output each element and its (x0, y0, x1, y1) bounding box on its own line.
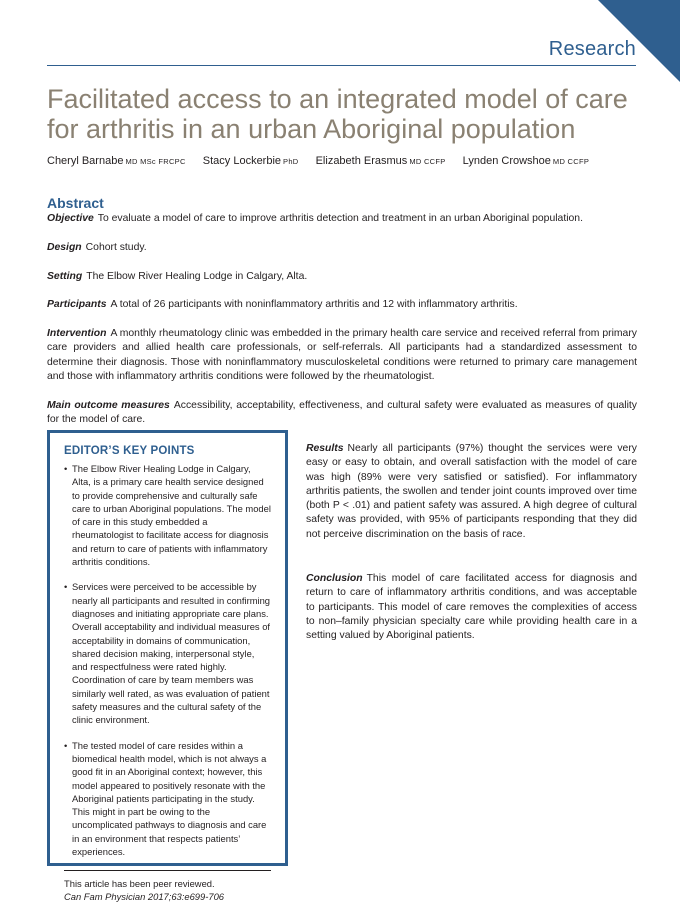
author (47, 155, 186, 167)
participants-label: Participants (47, 299, 107, 310)
abstract-results (306, 442, 637, 542)
objective-label: Objective (47, 213, 94, 224)
key-point-item (64, 580, 271, 726)
author-name: Cheryl Barnabe (47, 155, 124, 167)
key-point-text: Services were perceived to be accessible by nearly all participants and resulted in confirming diagnoses and initiating appropriate care plans. Overall acceptability and individual measures of acceptability in domains of communication, shared decision making, interpersonal style, and respectfulness were rated highly. Coordination of care by team members was similarly well rated, as was evaluation of patient safety measures and the cultural safety of the clinic environment. (72, 581, 271, 726)
journal-citation: Can Fam Physician 2017;63:e699-706 (64, 891, 224, 903)
author-name: Lynden Crowshoe (462, 155, 551, 167)
design-text: Cohort study. (85, 242, 147, 253)
key-point-text: The tested model of care resides within a biomedical health model, which is not always a good fit in an Aboriginal context; however, this model appeared to positively resonate with the Aboriginal patients participating in the study. This might in part be owing to the uncomplicated pathways to diagnosis and care in an environment that respects patients’ experiences. (72, 739, 267, 858)
author-name: Stacy Lockerbie (202, 155, 282, 167)
abstract-main-outcome (47, 399, 637, 428)
author-list (47, 155, 647, 167)
abstract-setting (47, 270, 637, 284)
intervention-label: Intervention (47, 328, 107, 339)
setting-text: The Elbow River Healing Lodge in Calgary, Alta. (86, 271, 308, 282)
key-point-item (64, 739, 271, 859)
abstract-intervention (47, 327, 637, 384)
objective-text: To evaluate a model of care to improve arthritis detection and treatment in an urban Aboriginal population. (97, 213, 583, 224)
peer-review-note: This article has been peer reviewed. (64, 878, 215, 890)
author-credentials: MD CCFP (552, 157, 590, 166)
author-credentials: PhD (283, 157, 299, 166)
key-point-text: The Elbow River Healing Lodge in Calgary, Alta, is a primary care health service designed to provide comprehensive and culturally safe care to urban Aboriginal populations. The model of care in this study embedded a rheumatologist to facilitate access for diagnosis and return to care of patients with inflammatory arthritis conditions. (72, 463, 271, 568)
author-credentials: MD MSc FRCPC (125, 157, 186, 166)
main-outcome-text: Accessibility, acceptability, effectiveness, and cultural safety were evaluated as measures of quality for the model of care. (47, 400, 638, 426)
author (316, 155, 446, 167)
article-title: Facilitated access to an integrated model of care for arthritis in an urban Aboriginal population (47, 84, 628, 144)
author (463, 155, 590, 167)
section-label: Research (548, 38, 636, 60)
abstract-conclusion (306, 572, 637, 643)
key-points-divider (64, 870, 271, 871)
results-label: Results (306, 443, 344, 454)
abstract-participants (47, 298, 637, 312)
bullet-icon: • (64, 463, 68, 474)
abstract-heading: Abstract (47, 195, 104, 211)
bullet-icon: • (64, 739, 68, 751)
conclusion-label: Conclusion (306, 573, 363, 584)
bullet-icon: • (64, 581, 68, 593)
editors-key-points-box (47, 430, 288, 903)
key-points-title: EDITOR’S KEY POINTS (64, 445, 195, 457)
author-name: Elizabeth Erasmus (315, 155, 408, 167)
main-outcome-label: Main outcome measures (47, 400, 170, 411)
intervention-text: A monthly rheumatology clinic was embedded in the primary health care service and received referral from primary care providers and allied health care professionals, or self-referrals. All participants had a standardized assessment to determine their diagnosis. Those with noninflammatory musculoskeletal conditions were returned to primary care management and those with inflammatory arthritis conditions were followed by the rheumatologist. (47, 328, 637, 382)
abstract-objective (47, 212, 637, 226)
author-credentials: MD CCFP (409, 157, 446, 166)
setting-label: Setting (47, 271, 83, 282)
abstract-design (47, 241, 637, 255)
conclusion-text: This model of care facilitated access for diagnosis and return to care of inflammatory arthritis conditions, and was acceptable to participants. This model of care removes the complexities of access to non–family physician specialty care while providing health care in a setting valued by Aboriginal patients. (306, 573, 637, 642)
key-point-item (64, 462, 271, 568)
design-label: Design (47, 242, 82, 253)
author (203, 155, 299, 167)
results-text: Nearly all participants (97%) thought the services were very easy or easy to obtain, and overall satisfaction with the model of care was high (89% were very satisfied or satisfied). For inflammatory arthritis patients, the swollen and tender joint counts improved over time (both P < .01) and patient safety was assured. A high degree of cultural safety was provided, with 95% of participants responding that they did not perceive discrimination on the basis of race. (306, 443, 637, 540)
participants-text: A total of 26 participants with noninflammatory arthritis and 12 with inflammatory arthritis. (110, 299, 518, 310)
header-rule (47, 65, 636, 66)
